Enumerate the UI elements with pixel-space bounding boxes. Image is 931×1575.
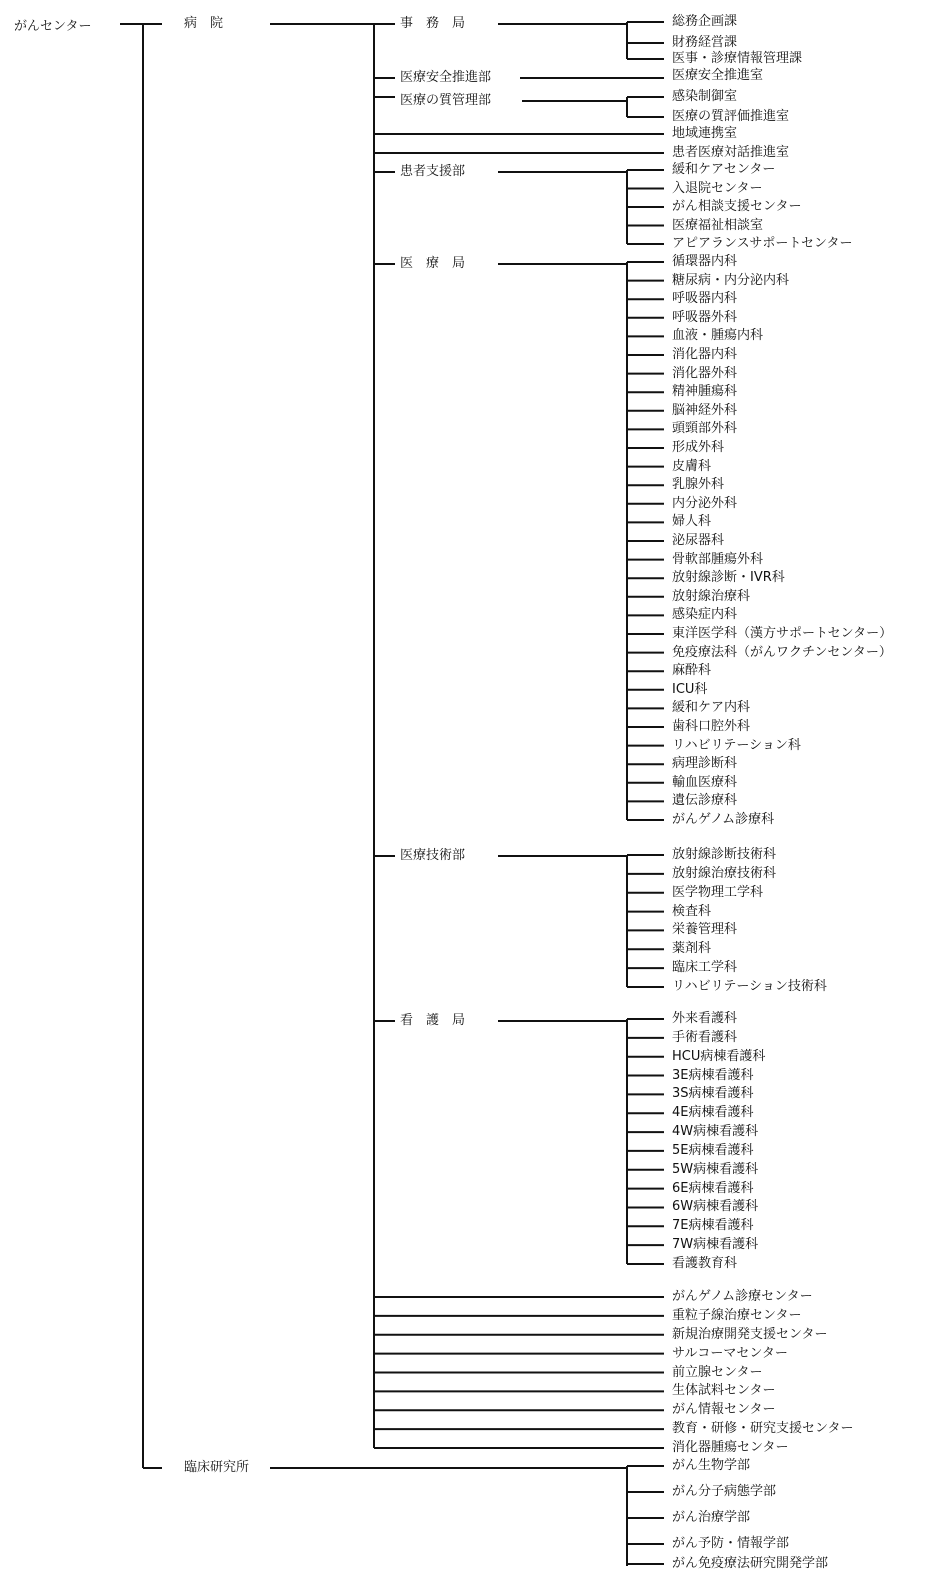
kango-item: 6E病棟看護科 <box>672 1180 754 1196</box>
gijutsu-item: 薬剤科 <box>672 941 712 957</box>
iryo-item: 消化器外科 <box>672 365 738 381</box>
iryo-item: 遺伝診療科 <box>672 793 738 809</box>
gijutsu-item: 医学物理工学科 <box>672 884 764 900</box>
center-item: 教育・研修・研究支援センター <box>672 1421 854 1437</box>
kanja-item: 緩和ケアセンター <box>672 162 776 177</box>
kango-item: 7E病棟看護科 <box>672 1218 754 1234</box>
kango-item: 5E病棟看護科 <box>672 1142 754 1158</box>
center-item: 新規治療開発支援センター <box>672 1326 828 1342</box>
gijutsu-label: 医療技術部 <box>400 848 466 863</box>
center-item: 重粒子線治療センター <box>672 1307 802 1323</box>
kango-item: 3E病棟看護科 <box>672 1067 754 1083</box>
gijutsu-item: 放射線診断技術科 <box>672 847 777 862</box>
shitsu-label: 医療の質管理部 <box>400 93 492 108</box>
anzen-item: 医療安全推進室 <box>672 68 764 83</box>
shitsu-item: 医療の質評価推進室 <box>672 109 790 124</box>
iryo-item: 消化器内科 <box>672 347 738 362</box>
iryo-item: 脳神経外科 <box>672 402 738 418</box>
kanja-item: アピアランスサポートセンター <box>672 236 853 251</box>
kango-label: 看 護 局 <box>400 1013 466 1028</box>
iryo-item: 免疫療法科（がんワクチンセンター） <box>672 644 892 660</box>
jimu-label: 事 務 局 <box>400 16 466 31</box>
kango-item: 手術看護科 <box>672 1029 738 1045</box>
root-label: がんセンター <box>14 19 92 34</box>
center-item: がんゲノム診療センター <box>672 1289 813 1304</box>
gijutsu-item: 放射線治療技術科 <box>672 865 777 881</box>
iryo-item: 血液・腫瘍内科 <box>672 328 764 344</box>
iryo-item: 皮膚科 <box>672 458 712 474</box>
kango-item: HCU病棟看護科 <box>672 1048 766 1064</box>
iryo-item: 循環器内科 <box>672 254 738 269</box>
iryo-item: 放射線治療科 <box>672 588 751 604</box>
center-item: 生体試料センター <box>672 1383 776 1399</box>
iryo-item: 緩和ケア内科 <box>672 700 751 716</box>
kanja-item: 入退院センター <box>672 180 763 196</box>
kanja-item: 医療福祉相談室 <box>672 217 764 233</box>
iryo-item: 骨軟部腫瘍外科 <box>672 551 764 567</box>
iryo-item: 乳腺外科 <box>672 477 725 493</box>
gijutsu-item: 臨床工学科 <box>672 960 738 976</box>
research-item: がん分子病態学部 <box>672 1484 777 1499</box>
gijutsu-item: 栄養管理科 <box>672 922 738 938</box>
kanja-item: がん相談支援センター <box>672 199 802 214</box>
kanja-label: 患者支援部 <box>400 164 466 179</box>
kango-item: 4E病棟看護科 <box>672 1105 754 1121</box>
iryo-item: 感染症内科 <box>672 607 738 623</box>
research-label: 臨床研究所 <box>184 1460 250 1475</box>
shitsu-item: 感染制御室 <box>672 89 738 104</box>
iryo-item: 呼吸器外科 <box>672 309 738 325</box>
kango-item: 3S病棟看護科 <box>672 1086 754 1102</box>
research-item: がん予防・情報学部 <box>672 1536 790 1551</box>
direct-item: 患者医療対話推進室 <box>672 145 790 160</box>
kango-item: 外来看護科 <box>672 1011 738 1026</box>
iryo-item: ICU科 <box>672 681 708 697</box>
iryo-item: 歯科口腔外科 <box>672 719 751 734</box>
center-item: サルコーマセンター <box>672 1345 788 1361</box>
anzen-label: 医療安全推進部 <box>400 70 492 85</box>
kango-item: 5W病棟看護科 <box>672 1161 759 1177</box>
iryo-item: 輸血医療科 <box>672 774 738 790</box>
research-item: がん生物学部 <box>672 1458 751 1473</box>
iryo-item: 精神腫瘍科 <box>672 384 738 400</box>
jimu-item: 医事・診療情報管理課 <box>672 51 803 66</box>
kango-item: 4W病棟看護科 <box>672 1124 759 1140</box>
iryo-item: 糖尿病・内分泌内科 <box>672 272 790 288</box>
center-item: がん情報センター <box>672 1402 776 1418</box>
iryo-label: 医 療 局 <box>400 256 466 271</box>
iryo-item: 婦人科 <box>672 514 712 530</box>
hospital-label: 病 院 <box>184 16 224 31</box>
jimu-item: 財務経営課 <box>672 35 738 50</box>
research-item: がん免疫療法研究開発学部 <box>672 1556 829 1571</box>
kango-item: 6W病棟看護科 <box>672 1199 759 1215</box>
iryo-item: 麻酔科 <box>672 663 712 679</box>
iryo-item: 内分泌外科 <box>672 495 738 511</box>
iryo-item: 病理診断科 <box>672 756 738 772</box>
center-item: 前立腺センター <box>672 1364 763 1380</box>
iryo-item: 東洋医学科（漢方サポートセンター） <box>672 626 893 641</box>
iryo-item: リハビリテーション科 <box>672 737 801 753</box>
iryo-item: 形成外科 <box>672 440 725 455</box>
kango-item: 7W病棟看護科 <box>672 1237 759 1253</box>
gijutsu-item: リハビリテーション技術科 <box>672 979 827 994</box>
research-item: がん治療学部 <box>672 1510 751 1525</box>
center-item: 消化器腫瘍センター <box>672 1440 789 1455</box>
iryo-item: 泌尿器科 <box>672 533 725 548</box>
direct-item: 地域連携室 <box>672 126 738 141</box>
jimu-item: 総務企画課 <box>672 14 738 29</box>
iryo-item: 呼吸器内科 <box>672 291 738 307</box>
kango-item: 看護教育科 <box>672 1256 738 1271</box>
gijutsu-item: 検査科 <box>672 903 712 919</box>
iryo-item: 放射線診断・IVR科 <box>672 570 785 586</box>
iryo-item: 頭頸部外科 <box>672 421 738 437</box>
iryo-item: がんゲノム診療科 <box>672 812 775 827</box>
